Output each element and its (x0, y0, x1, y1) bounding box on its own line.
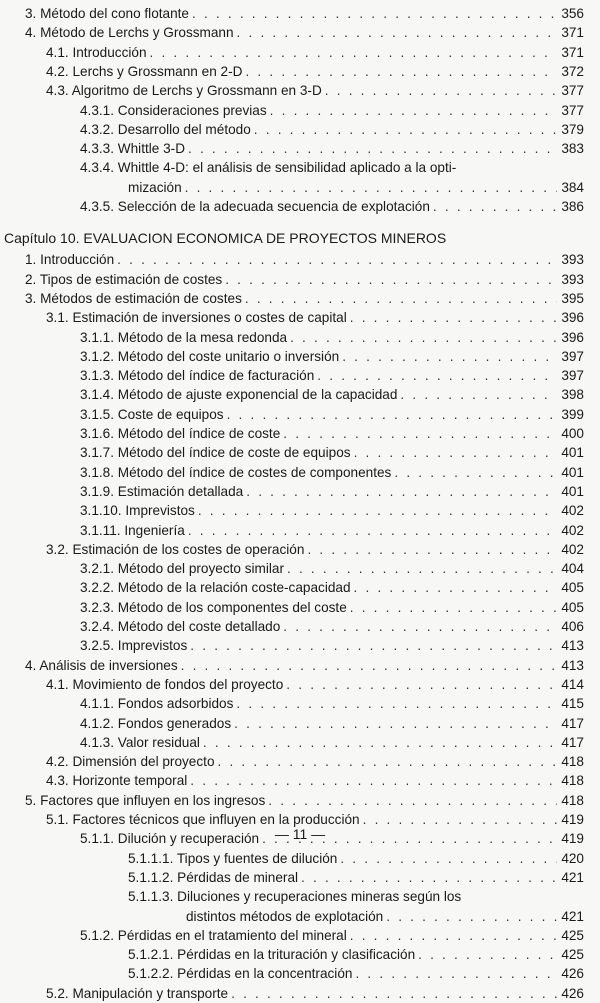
dot-leader (290, 328, 557, 347)
toc-entry (128, 849, 584, 868)
dot-leader (350, 308, 557, 327)
dot-leader (190, 636, 557, 655)
entry-page: 402 (561, 522, 584, 538)
entry-page: 405 (561, 599, 584, 615)
dot-leader (198, 501, 557, 520)
toc-entry (80, 559, 584, 578)
entry-title: 4.1.3. Valor residual (80, 734, 200, 750)
toc-entry (128, 945, 584, 964)
toc-entry (46, 62, 584, 81)
entry-title: 3. Método del cono flotante (25, 6, 189, 21)
toc-entry (80, 120, 584, 139)
entry-title: 4.3.3. Whittle 3-D (80, 141, 186, 157)
entry-page: 419 (561, 831, 584, 847)
toc-entry (128, 887, 584, 906)
entry-title: 4.3.5. Selección de la adecuada secuencia de explotación (80, 199, 430, 214)
entry-title: 5.1.2.1. Pérdidas en la trituración y clasificación (128, 947, 416, 963)
dot-leader (225, 270, 557, 289)
entry-title: 5.1.1.3. Diluciones y recuperaciones mineras según los (128, 889, 462, 905)
entry-title: 3.2. Estimación de los costes de operación (46, 541, 305, 557)
dot-leader (340, 849, 557, 868)
toc-entry (46, 308, 584, 327)
toc-entry (46, 771, 584, 790)
toc-entry (80, 366, 584, 385)
entry-page: 401 (561, 483, 584, 499)
entry-page: 425 (561, 927, 584, 943)
entry-title: 3.2.3. Método de los componentes del coste (80, 599, 347, 615)
entry-title: 3.1.3. Método del índice de facturación (80, 368, 315, 384)
entry-page: 397 (561, 368, 584, 384)
toc-entry (80, 482, 584, 501)
entry-page: 384 (561, 179, 584, 195)
dot-leader (117, 250, 557, 269)
toc-entry (25, 791, 584, 810)
dot-leader (386, 907, 557, 926)
entry-page: 393 (561, 271, 584, 287)
entry-title: 3.1.4. Método de ajuste exponencial de la capacidad (80, 387, 398, 403)
dot-leader (287, 559, 557, 578)
dot-leader (418, 945, 557, 964)
entry-page: 420 (561, 850, 584, 866)
entry-page: 383 (561, 141, 584, 157)
entry-title: 4.3. Algoritmo de Lerchs y Grossmann en 3-D (46, 83, 322, 99)
entry-page: 400 (561, 426, 584, 441)
entry-title: 3.1. Estimación de inversiones o costes de capital (46, 310, 347, 326)
toc-entry (80, 636, 584, 655)
chapter-heading (4, 229, 584, 248)
toc-entry (46, 43, 584, 62)
dot-leader (270, 101, 557, 120)
entry-title: 3.1.7. Método del índice de coste de equipos (80, 445, 351, 461)
toc-entry (46, 540, 584, 559)
entry-page: 421 (561, 908, 584, 924)
toc-entry (80, 405, 584, 424)
entry-page: 419 (561, 812, 584, 827)
entry-title: mización (128, 179, 182, 195)
entry-page: 379 (561, 121, 584, 137)
entry-title: 4.3.4. Whittle 4-D: el análisis de sensibilidad aplicado a la opti- (80, 160, 457, 176)
entry-page: 356 (561, 6, 584, 21)
toc-entry (80, 714, 584, 733)
toc-entry (80, 197, 584, 216)
entry-title: 3.2.5. Imprevistos (80, 638, 188, 654)
toc-entry (80, 328, 584, 347)
entry-page: 377 (561, 102, 584, 118)
entry-page: 401 (561, 464, 584, 480)
dot-leader (355, 964, 557, 983)
entry-page: 418 (561, 773, 584, 789)
entry-page: 415 (561, 696, 584, 712)
entry-title: 4.2. Dimensión del proyecto (46, 754, 215, 770)
dot-leader (246, 482, 557, 501)
entry-title: 5.1.2. Pérdidas en el tratamiento del mineral (80, 927, 347, 943)
entry-title: 3.1.11. Ingeniería (80, 522, 185, 538)
entry-page: 426 (561, 985, 584, 1001)
dot-leader (150, 43, 557, 62)
entry-title: 3.1.10. Imprevistos (80, 503, 195, 519)
dot-leader (245, 62, 557, 81)
entry-page: 372 (561, 63, 584, 79)
dot-leader (203, 733, 557, 752)
dot-leader (342, 347, 557, 366)
entry-page: 421 (561, 869, 584, 885)
entry-title: 4. Análisis de inversiones (25, 657, 178, 673)
entry-title: 5.1. Factores técnicos que influyen en la producción (46, 812, 360, 827)
toc-entry (46, 984, 584, 1003)
entry-title: 5.1.1.2. Pérdidas de mineral (128, 869, 299, 885)
toc-entry (80, 617, 584, 636)
toc-entry (186, 907, 584, 926)
toc-entry (80, 521, 584, 540)
entry-title: 3.1.2. Método del coste unitario o inversión (80, 348, 340, 364)
toc-entry (80, 347, 584, 366)
entry-title: 4.3. Horizonte temporal (46, 773, 188, 789)
entry-title: 1. Introducción (25, 252, 115, 268)
dot-leader (227, 405, 557, 424)
entry-page: 377 (561, 83, 584, 99)
dot-leader (350, 926, 557, 945)
entry-title: 4.1.2. Fondos generados (80, 715, 232, 731)
toc-entry (80, 501, 584, 520)
dot-leader (188, 139, 557, 158)
entry-title: 5.2. Manipulación y transporte (46, 985, 229, 1001)
toc-entry (80, 101, 584, 120)
toc-entry (46, 675, 584, 694)
dot-leader (190, 771, 557, 790)
toc-entry (80, 578, 584, 597)
toc-entry (25, 23, 584, 42)
dot-leader (188, 521, 557, 540)
dot-leader (307, 540, 557, 559)
entry-title: 3.2.4. Método del coste detallado (80, 619, 281, 634)
entry-page: 371 (561, 44, 584, 60)
entry-title: 3.2.1. Método del proyecto similar (80, 561, 285, 577)
entry-page: 413 (561, 657, 584, 673)
toc-entry (128, 964, 584, 983)
dot-leader (268, 791, 557, 810)
entry-title: 3.1.9. Estimación detallada (80, 483, 244, 499)
dot-leader (283, 424, 557, 443)
dot-leader (354, 578, 557, 597)
dot-leader (245, 289, 557, 308)
entry-page: 386 (561, 199, 584, 214)
entry-title: 4. Método de Lerchs y Grossmann (25, 25, 234, 41)
entry-title: 3.1.8. Método del índice de costes de componentes (80, 464, 392, 480)
entry-title: 4.1. Introducción (46, 44, 147, 60)
entry-page: 393 (561, 252, 584, 268)
toc-entry (25, 4, 584, 23)
entry-page: 398 (561, 387, 584, 403)
entry-title: 2. Tipos de estimación de costes (25, 271, 223, 287)
entry-page: 414 (561, 676, 584, 692)
dot-leader (400, 385, 557, 404)
toc-entry (80, 733, 584, 752)
page-number: — 11 — (274, 826, 326, 842)
toc-entry (80, 443, 584, 462)
dot-leader (236, 694, 557, 713)
entry-title: 5. Factores que influyen en los ingresos (25, 792, 266, 808)
entry-page: 406 (561, 619, 584, 634)
dot-leader (254, 120, 557, 139)
entry-title: 4.1. Movimiento de fondos del proyecto (46, 676, 284, 692)
dot-leader (185, 178, 557, 197)
toc-entry (128, 178, 584, 197)
toc-entry (46, 81, 584, 100)
dot-leader (433, 197, 557, 216)
entry-page: 404 (561, 561, 584, 577)
entry-page: 399 (561, 406, 584, 422)
dot-leader (286, 675, 557, 694)
toc-entry (80, 158, 584, 177)
toc-entry (80, 598, 584, 617)
entry-page: 426 (561, 966, 584, 982)
dot-leader (394, 463, 557, 482)
dot-leader (231, 984, 557, 1003)
entry-page: 418 (561, 754, 584, 770)
toc-entry (80, 424, 584, 443)
entry-page: 397 (561, 348, 584, 364)
entry-page: 401 (561, 445, 584, 461)
entry-title: 4.2. Lerchs y Grossmann en 2-D (46, 63, 243, 79)
toc-entry (80, 139, 584, 158)
entry-title: 4.3.1. Consideraciones previas (80, 102, 267, 118)
entry-title: 5.1.1. Dilución y recuperación (80, 831, 260, 847)
toc-entry (80, 926, 584, 945)
entry-page: 417 (561, 734, 584, 750)
toc-entry (80, 385, 584, 404)
dot-leader (237, 23, 557, 42)
dot-leader (283, 617, 557, 636)
toc-entry (80, 694, 584, 713)
entry-page: 395 (561, 290, 584, 306)
toc-entry (25, 250, 584, 269)
dot-leader (350, 598, 557, 617)
toc-entry (128, 868, 584, 887)
entry-page: 413 (561, 638, 584, 654)
toc-entry (80, 463, 584, 482)
toc-entry (25, 270, 584, 289)
entry-title: 3.1.5. Coste de equipos (80, 406, 224, 422)
dot-leader (317, 366, 557, 385)
entry-title: 3.2.2. Método de la relación coste-capacidad (80, 580, 351, 596)
dot-leader (181, 656, 557, 675)
entry-title: 5.1.2.2. Pérdidas en la concentración (128, 966, 353, 982)
entry-page: 418 (561, 792, 584, 808)
entry-title: 3.1.1. Método de la mesa redonda (80, 329, 288, 345)
entry-title: 4.1.1. Fondos adsorbidos (80, 696, 234, 712)
dot-leader (192, 4, 557, 23)
entry-title: 5.1.1.1. Tipos y fuentes de dilución (128, 850, 338, 866)
entry-page: 425 (561, 947, 584, 963)
dot-leader (234, 714, 557, 733)
toc-entry (25, 656, 584, 675)
entry-page: 402 (561, 541, 584, 557)
dot-leader (301, 868, 557, 887)
entry-page: 396 (561, 310, 584, 326)
entry-title: 4.3.2. Desarrollo del método (80, 121, 251, 137)
entry-page: 405 (561, 580, 584, 596)
entry-title: 3. Métodos de estimación de costes (25, 290, 242, 306)
entry-page: 396 (561, 329, 584, 345)
entry-page: 417 (561, 715, 584, 731)
dot-leader (218, 752, 557, 771)
entry-page: 402 (561, 503, 584, 519)
entry-title: Capítulo 10. EVALUACION ECONOMICA DE PROYECTOS MINEROS (4, 230, 447, 247)
dot-leader (325, 81, 557, 100)
toc-entry (25, 289, 584, 308)
entry-title: 3.1.6. Método del índice de coste (80, 426, 281, 441)
entry-page: 371 (561, 25, 584, 41)
toc-entry (46, 752, 584, 771)
entry-title: distintos métodos de explotación (186, 908, 384, 924)
dot-leader (354, 443, 557, 462)
